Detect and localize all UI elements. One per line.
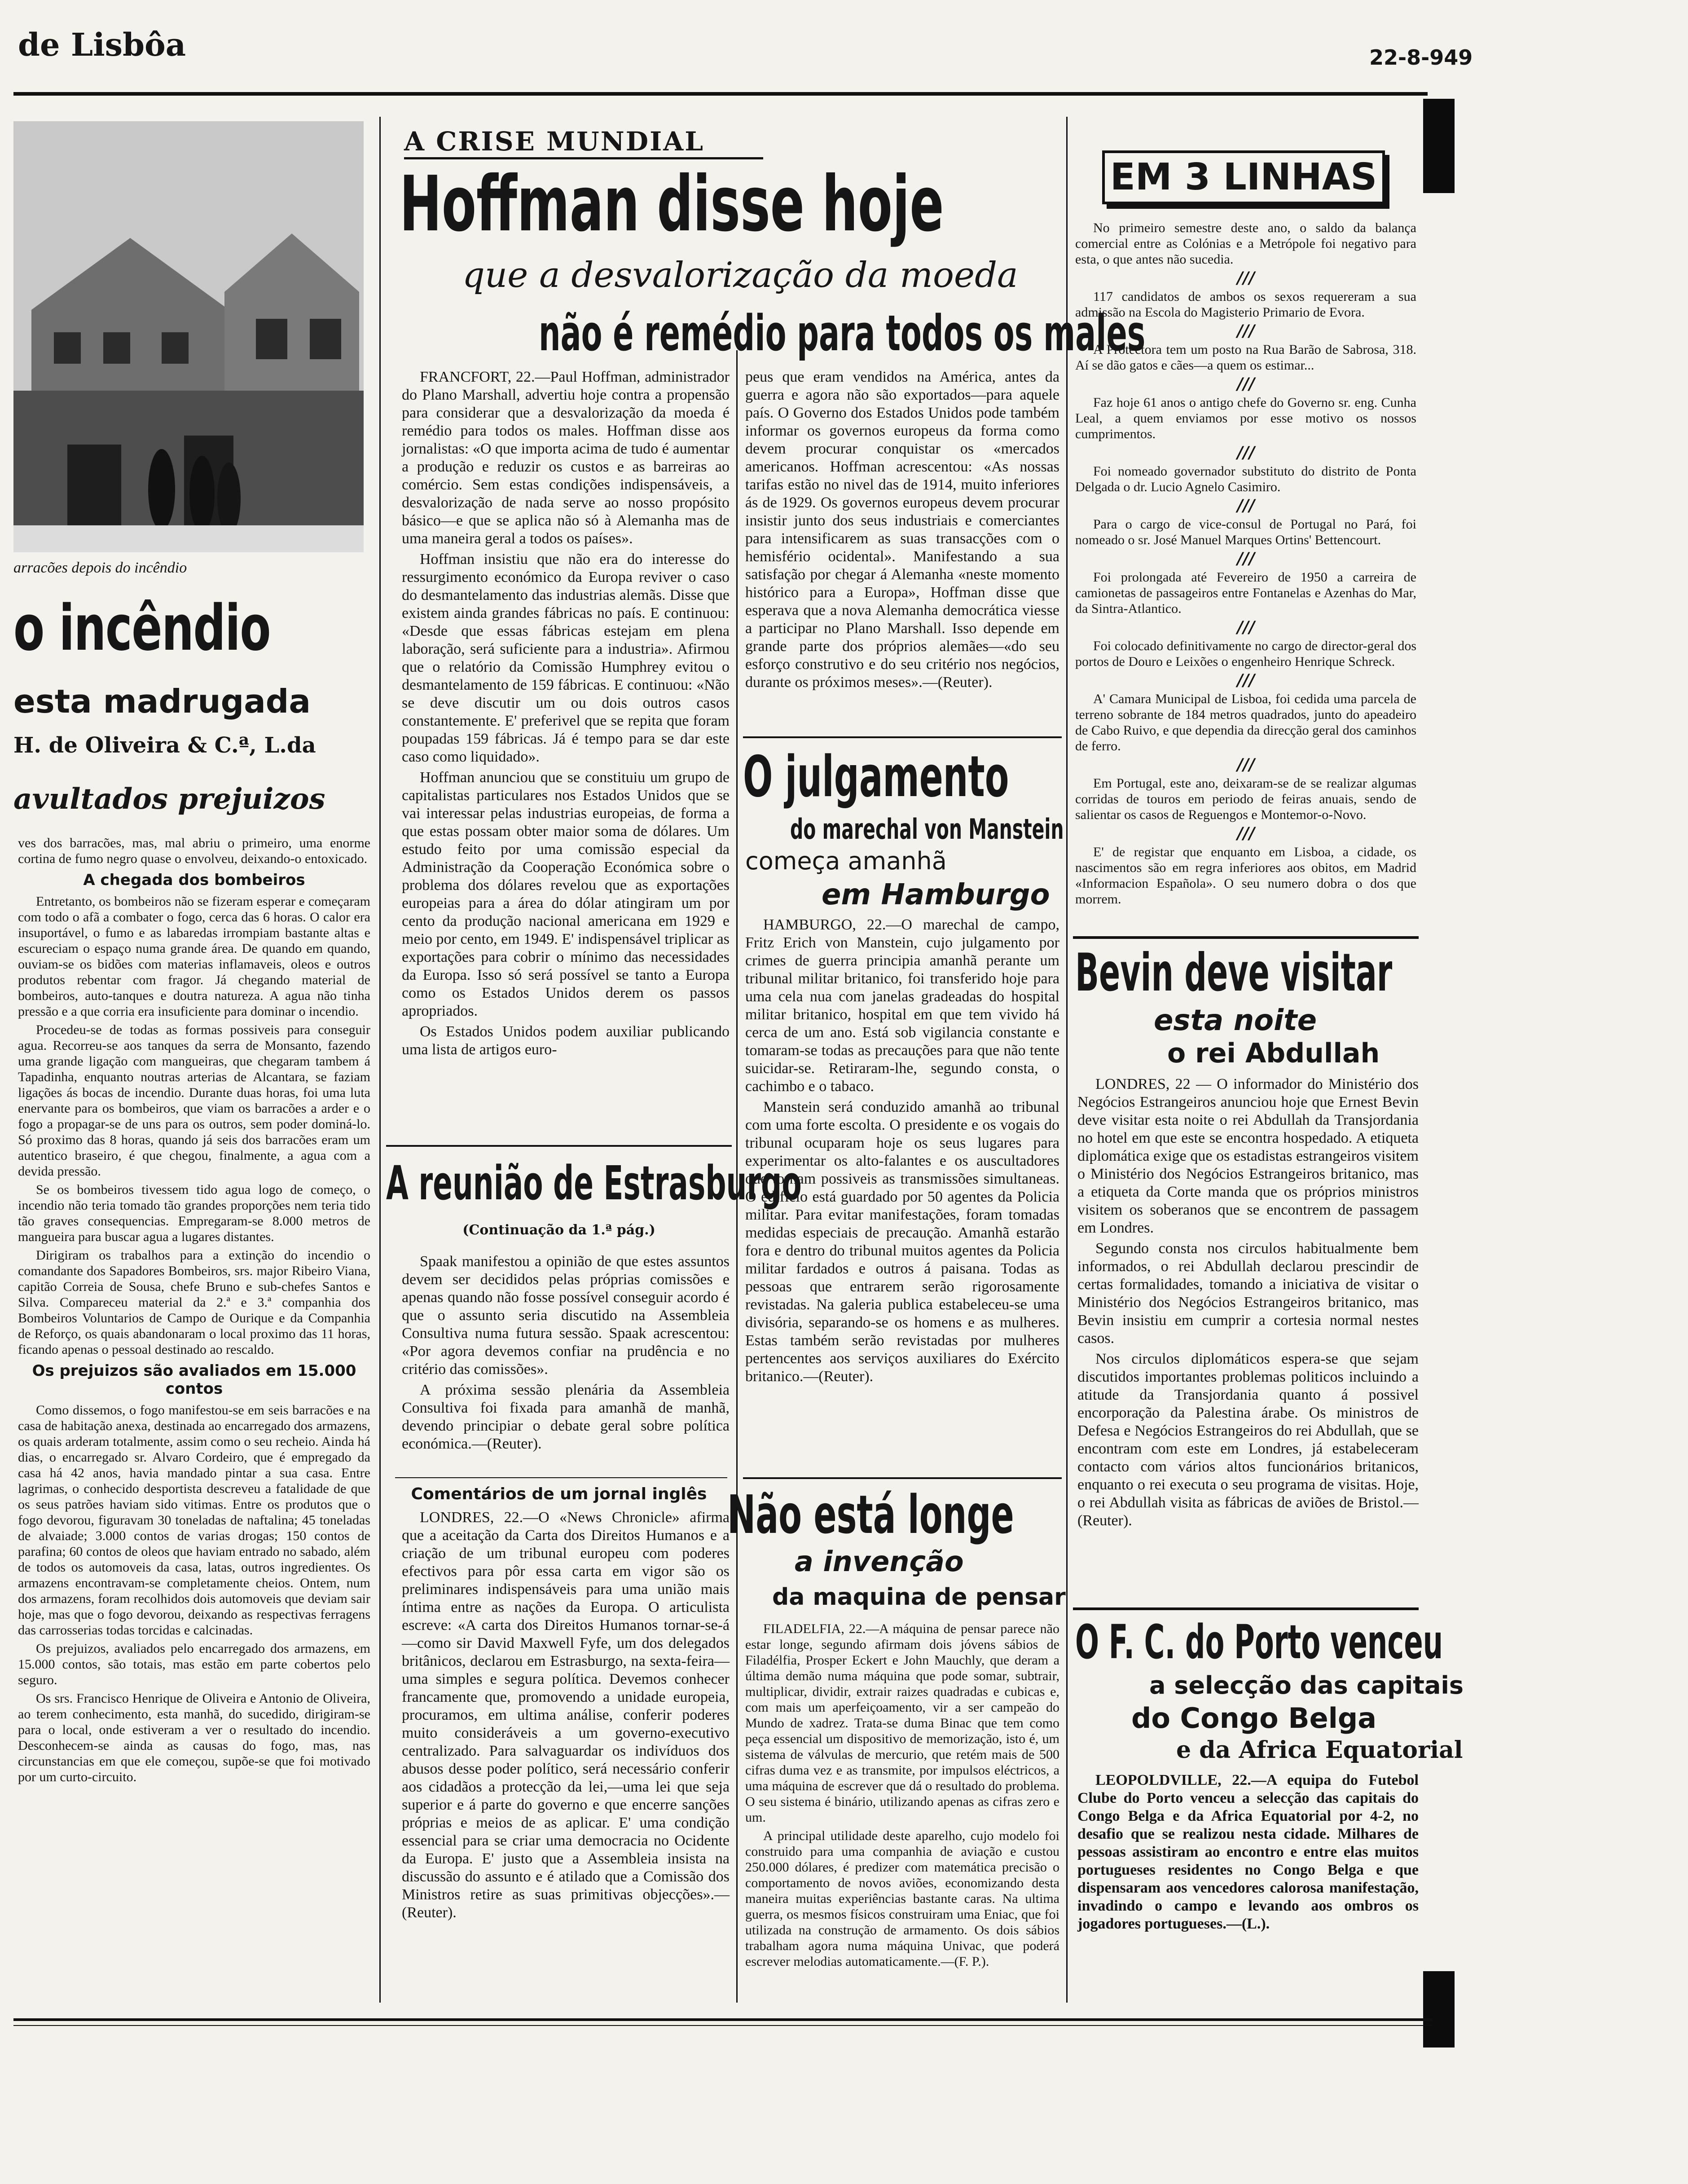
fire-subhead-2: H. de Oliveira & C.ª, L.da xyxy=(13,733,316,758)
estrasburgo-mid-rule xyxy=(395,1477,727,1478)
em3linhas-separator: /// xyxy=(1237,755,1255,774)
porto-para: LEOPOLDVILLE, 22.—A equipa do Futebol Clube do Porto venceu a selecção das capitais do Congo Belga e da Africa Equatorial por 4-2, no desafio que se realizou nesta cidade. Milhares de pessoas assistiram ao encontro e entre elas muitos portugueses residentes no Congo Belga e que dispensaram aos vencedores calorosa manifestação, invadindo o campo e levando aos ombros os jogadores portugueses.—(L.). xyxy=(1077,1772,1419,1932)
photo-caption: arracões depois do incêndio xyxy=(13,559,187,576)
fire-headline-box xyxy=(13,593,373,669)
em3linhas-title-box xyxy=(1102,150,1385,204)
em3linhas-separator: /// xyxy=(1237,269,1255,287)
hoffman-kicker: A CRISE MUNDIAL xyxy=(404,126,763,159)
estrasburgo-top-rule xyxy=(386,1145,732,1147)
em3linhas-separator: /// xyxy=(1237,549,1255,568)
comment-para: LONDRES, 22.—O «News Chronicle» afirma que a aceitação da Carta dos Direitos Humanos e a criação de um tribunal europeu com poderes efectivos para pôr essa carta em vigor são os preliminares indispensáveis para uma união mais íntima entre as nações da Europa. O articulista escreve: «A carta dos Direitos Humanos tornar-se-á—como sir David Maxwell Fyfe, um dos delegados britânicos, declarou em Estrasburgo, na sexta-feira—uma simples e segura política. Devemos conhecer francamente que, promovendo a unidade europeia, procuramos, em ultima análise, conferir poderes muito consideráveis a um governo-executivo centralizado. Para salvaguardar os indivíduos dos abusos desse poder político, será necessário conferir aos cidadãos a protecção da lei,—uma lei que seja superior e á parte do governo e que encerre sanções próprias e meios de as aplicar. E' uma condição essencial para se criar uma democracia no Ocidente da Europa. E' justo que a Assembleia insista na discussão do assunto e é atilado que a Comissão dos Ministros retire as suas primitivas objecções».—(Reuter). xyxy=(402,1509,730,1921)
issue-date: 22-8-949 xyxy=(1369,45,1473,70)
hoffman-para: peus que eram vendidos na América, antes da guerra e agora não são exportados—para aquele país. O Governo dos Estados Unidos pode também informar os governos europeus da forma como devem procurar conquistar os «mercados americanos. Hoffman acrescentou: «As nossas tarifas estão no nivel das de 1914, muito inferiores ás de 1929. Os governos europeus devem procurar insistir junto dos seus industriais e comerciantes para intensificarem as suas transacções com o hemisfério ocidental». Manifestando a sua satisfação por chegar á Alemanha «neste momento histórico para a Europa», Hoffman disse que esperava que a nova Alemanha democrática viesse a participar no Plano Marshall. Isso depende em grande parte dos próprios alemães—«do seu esforço construtivo e do seu critério nos negócios, durante os próximos meses».—(Reuter). xyxy=(745,369,1059,691)
porto-article xyxy=(1077,1771,1419,2014)
masthead-rule xyxy=(13,92,1428,96)
em3linhas-item: No primeiro semestre deste ano, o saldo da balança comercial entre as Colónias e a Metrópole foi negativo para esta, o que antes não sucedia. xyxy=(1075,220,1416,267)
hoffman-sub-1: que a desvalorização da moeda xyxy=(462,255,1018,295)
julgamento-sub-2: começa amanhã xyxy=(745,847,947,875)
bevin-sub-2: o rei Abdullah xyxy=(1167,1038,1380,1069)
fire-s2-para: Como dissemos, o fogo manifestou-se em seis barracões e na casa de habitação anexa, destinada ao encarregado dos armazens, os quais arderam totalmente, assim como o seu recheio. Ainda há dias, o encarregado sr. Alvaro Cordeiro, que é empregado da casa há 42 anos, havia mandado pintar a sua casa. Entre lagrimas, o conhecido desportista descreveu a fatalidade de que os seus patrões haviam sido vitimas. Entre os produtos que o fogo devorou, figuravam 30 toneladas de naftalina; 45 toneladas de alvaiade; 3.000 contos de varias drogas; 150 contos de parafina; 60 contos de oleos que haviam entrado no sabado, além de todos os automoveis da casa, latas, outros ingredientes. Os armazens encontravam-se completamente cheios. Ontem, num dos armazens, foram recolhidos dois automoveis que deviam sair hoje, mas que o fogo devorou, deixando as respectivas ferragens das carrosserias todas torcidas e calcinadas. xyxy=(18,1403,370,1638)
julgamento-para: Manstein será conduzido amanhã ao tribunal com uma forte escolta. O presidente e os vogais do tribunal ocuparam hoje os seus lugares para experimentar os alto-falantes e os auscultadores que tornam possiveis as transmissões simultaneas. O edificio está guardado por 50 agentes da Policia militar. Para evitar manifestações, foram tomadas medidas especiais de precaução. Amanhã estarão fora e dentro do tribunal muitos agentes da Policia militar fardados e outros á paisana. Todas as pessoas que entrarem serão rigorosamente revistadas. Na galeria publica estabeleceu-se uma divisória, separando-se os homens e as mulheres. Estas também serão revistadas por mulheres pertencentes aos serviços auxiliares do Exército britanico.—(Reuter). xyxy=(745,1099,1059,1385)
julgamento-bottom-rule xyxy=(743,1477,1062,1479)
fire-s1-para: Procedeu-se de todas as formas possiveis para conseguir agua. Recorreu-se aos tanques da serra de Monsanto, fazendo uma grande ligação com mangueiras, que chegaram tambem á Tapadinha, enquanto noutras arterias de Alcantara, se faziam ligações ás bocas de incendio. Durante duas horas, foi uma luta enervante para os bombeiros, que viam os barracões a arder e o fogo a propagar-se de uns para os outros, sem poder dominá-lo. Só proximo das 8 horas, quando já seis dos barracões eram um autentico braseiro, é que chegou, finalmente, a agua com a devida pressão. xyxy=(18,1022,370,1179)
bevin-bottom-rule xyxy=(1073,1607,1419,1610)
em3linhas-separator: /// xyxy=(1237,321,1255,340)
bevin-headline-box xyxy=(1075,943,1421,1006)
julgamento-sub-3: em Hamburgo xyxy=(822,878,1050,911)
bottom-rule-2 xyxy=(13,2025,1432,2026)
maquina-sub-2: da maquina de pensar xyxy=(772,1584,1066,1611)
porto-sub-1: a selecção das capitais xyxy=(1149,1671,1464,1700)
em3linhas-item: Foi prolongada até Fevereiro de 1950 a carreira de camionetas de passageiros entre Fontanelas e Azenhas do Mar, da Sintra-Atlantico. xyxy=(1075,570,1416,616)
bevin-article xyxy=(1077,1075,1419,1605)
maquina-headline-box xyxy=(727,1484,1064,1547)
fire-section2-title: Os prejuizos são avaliados em 15.000 contos xyxy=(32,1362,356,1398)
maquina-para: A principal utilidade deste aparelho, cujo modelo foi construido para uma companhia de aviação e custou 250.000 dólares, é predizer com matemática precisão o comportamento de novos aviões, economizando desta maneira muitas experiências bastante caras. Na ultima guerra, os mesmos físicos construiram uma Eniac, que foi utilizada na construção de armamento. Os dois sábios trabalham agora numa máquina Univac, que poderá escrever melodias automaticamente.—(F. P.). xyxy=(745,1828,1059,1969)
burned-warehouse-image xyxy=(13,121,364,552)
em3linhas-separator: /// xyxy=(1237,618,1255,637)
hoffman-col-1 xyxy=(402,368,730,1145)
em3linhas-item: Em Portugal, este ano, deixaram-se de se realizar algumas corridas de touros em periodo de feiras anuais, sendo de salientar os casos de Reguengos e Montemor-o-Novo. xyxy=(1075,776,1416,822)
em3linhas-item: Para o cargo de vice-consul de Portugal no Pará, foi nomeado o sr. José Manuel Marques Ortins' Bettencourt. xyxy=(1075,517,1416,547)
fire-section1-title: A chegada dos bombeiros xyxy=(83,871,305,889)
fire-subhead-3: avultados prejuizos xyxy=(13,782,325,816)
hoffman-col-2 xyxy=(745,368,1059,736)
porto-headline-box xyxy=(1075,1614,1443,1673)
em3linhas-item: E' de registar que enquanto em Lisboa, a cidade, os nascimentos são em regra inferiores aos obitos, em Madrid «Informacion Española». O seu numero dobra o dos que morrem. xyxy=(1075,845,1416,907)
porto-headline: O F. C. do Porto venceu xyxy=(1075,1615,1443,1669)
right-margin-block-top xyxy=(1423,99,1455,193)
em3linhas-item: Foi nomeado governador substituto do distrito de Ponta Delgada o dr. Lucio Agnelo Casimiro. xyxy=(1075,464,1416,494)
hoffman-headline: Hoffman disse hoje xyxy=(400,160,944,249)
fire-s2-para: Os srs. Francisco Henrique de Oliveira e Antonio de Oliveira, ao terem conhecimento, esta manhã, do sucedido, dirigiram-se para o local, onde estiveram a ver o resultado do incendio. Desconhecem-se ainda as causas do fogo, mas, nas circunstancias em que ele começou, supõe-se que foi motivado por um curto-circuito. xyxy=(18,1691,370,1784)
column-rule-1 xyxy=(379,117,381,2003)
newspaper-name: de Lisbôa xyxy=(18,26,186,63)
comment-article xyxy=(402,1509,730,2012)
porto-sub-3: e da Africa Equatorial xyxy=(1176,1736,1463,1764)
em3linhas-separator: /// xyxy=(1237,374,1255,393)
em3linhas-list xyxy=(1075,220,1416,965)
maquina-para: FILADELFIA, 22.—A máquina de pensar parece não estar longe, segundo afirmam dois jóvens sábios de Filadélfia, Prosper Eckert e John Mauchly, que deram a última demão numa máquina que pode somar, subtrair, multiplicar, dividir, extrair raizes quadradas e cubicas e, com mais um aperfeiçoamento, vir a ser campeão do Mundo de xadrez. Trata-se duma Binac que tem como peça essencial um dispositivo de memorização, isto é, um sistema de válvulas de mercurio, que retém mais de 500 cifras duma vez e as transmite, por impulsos eléctricos, a uma máquina de escrever que dá o resultado do problema. O seu sistema é binário, utilizando apenas as cifras zero e um. xyxy=(745,1621,1059,1825)
julgamento-headline-box xyxy=(743,743,1062,815)
masthead xyxy=(0,0,1580,90)
estrasburgo-para: Spaak manifestou a opinião de que estes assuntos devem ser decididos pelas próprias comissões e apenas quando não fosse possível conseguir acordo é que o assunto seria discutido na Assembleia Consultiva numa futura sessão. Spaak acrescentou: «Por agora devemos confiar na prudência e no critério das comissões». xyxy=(402,1253,730,1378)
estrasburgo-headline: A reunião de Estrasburgo xyxy=(386,1156,802,1211)
em3linhas-separator: /// xyxy=(1237,824,1255,843)
hoffman-para: FRANCFORT, 22.—Paul Hoffman, administrador do Plano Marshall, advertiu hoje contra a propensão para considerar que a desvalorização da moeda é remédio para todos os males. Hoffman disse aos jornalistas: «O que importa acima de tudo é aumentar a produção e reduzir os custos e as barreiras ao comércio. Sem estas condições indispensáveis, a desvalorização de nada serve ao nosso propósito básico—e que se aplica não só à Alemanha mas de uma maneira geral a todos os países». xyxy=(402,369,730,547)
hoffman-sub-2: não é remédio para todos os males xyxy=(539,304,1146,362)
estrasburgo-article xyxy=(402,1253,730,1486)
maquina-article xyxy=(745,1621,1059,2012)
maquina-headline: Não está longe xyxy=(727,1484,1014,1546)
bevin-headline: Bevin deve visitar xyxy=(1075,942,1393,1003)
maquina-sub-1: a invenção xyxy=(795,1545,964,1578)
em3linhas-title: EM 3 LINHAS xyxy=(1110,156,1377,198)
hoffman-headline-box xyxy=(400,162,983,251)
em3linhas-separator: /// xyxy=(1237,443,1255,462)
fire-headline: o incêndio xyxy=(13,592,271,665)
estrasburgo-continuation: (Continuação da 1.ª pág.) xyxy=(462,1222,655,1238)
fire-intro: ves dos barracões, mas, mal abriu o primeiro, uma enorme cortina de fumo negro quase o envolveu, deixando-o entoxicado. xyxy=(18,836,370,866)
porto-sub-2: do Congo Belga xyxy=(1131,1702,1377,1735)
em3linhas-item: A Protectora tem um posto na Rua Barão de Sabrosa, 318. Aí se dão gatos e cães—a quem os estimar... xyxy=(1075,342,1416,373)
fire-subhead-1: esta madrugada xyxy=(13,682,311,720)
comment-title: Comentários de um jornal inglês xyxy=(411,1485,707,1503)
fire-s1-para: Entretanto, os bombeiros não se fizeram esperar e começaram com todo o afã a combater o fogo, cerca das 6 horas. O calor era insuportável, o fumo e as labaredas irrompiam bastante altas e escureciam o espaço numa grande área. De quando em quando, ouviam-se os bidões com materias inflamaveis, oleos e outros produtos rebentar com fragor. Já chegando material de bombeiros, auto-tanques e doutra natureza. A agua não tinha pressão e a que corria era insuficiente para dominar o incendio. xyxy=(18,894,370,1019)
em3linhas-item: A' Camara Municipal de Lisboa, foi cedida uma parcela de terreno sobrante de 184 metros quadrados, junto do apeadeiro de Cabo Ruivo, e que dependia da direcção geral dos caminhos de ferro. xyxy=(1075,691,1416,753)
estrasburgo-headline-box xyxy=(386,1154,802,1217)
hoffman-bottom-rule xyxy=(743,736,1062,738)
bevin-para: Nos circulos diplomáticos espera-se que sejam discutidos importantes problemas politicos incluindo a atitude da Transjordania quanto á possivel encorporação da Palestina árabe. Os ministros de Defesa e Negócios Estrangeiros do rei Abdullah, que se encontram com este em Londres, já estabeleceram contacto com vários altos funcionários britanicos, enquanto o rei executa o seu programa de visitas. Hoje, o rei Abdullah visita as fábricas de aviões de Bristol.—(Reuter). xyxy=(1077,1351,1419,1529)
julgamento-para: HAMBURGO, 22.—O marechal de campo, Fritz Erich von Manstein, cujo julgamento por crimes de guerra principia amanhã perante um tribunal militar britanico, foi transferido hoje para uma cela nua com janelas gradeadas do hospital militar britanico, hospital em que tem vivido há cerca de um ano. Está sob vigilancia constante e tomaram-se todas as precauções para que não tente suicidar-se. Retiraram-lhe, segundo consta, o cachimbo e o tabaco. xyxy=(745,916,1059,1095)
julgamento-sub-1: do marechal von Manstein xyxy=(790,813,1064,845)
em3linhas-item: Faz hoje 61 anos o antigo chefe do Governo sr. eng. Cunha Leal, a quem enviamos por esse motivo os nossos cumprimentos. xyxy=(1075,395,1416,441)
bevin-sub-1: esta noite xyxy=(1154,1004,1317,1037)
estrasburgo-para: A próxima sessão plenária da Assembleia Consultiva foi fixada para amanhã de manhã, devendo principiar o debate geral sobre política económica.—(Reuter). xyxy=(402,1382,730,1452)
bevin-para: LONDRES, 22 — O informador do Ministério dos Negócios Estrangeiros anunciou hoje que Ernest Bevin deve visitar esta noite o rei Abdullah da Transjordania no hotel em que este se encontra hospedado. A etiqueta diplomática exige que os estadistas estrangeiros visitem o Ministério dos Negócios Estrangeiros britanico, mas a etiqueta da Corte manda que os próprios ministros visitem os soberanos que se encontrem de passagem em Londres. xyxy=(1077,1076,1419,1236)
em3linhas-item: 117 candidatos de ambos os sexos requereram a sua admissão na Escola do Magisterio Primario de Evora. xyxy=(1075,289,1416,320)
fire-s2-para: Os prejuizos, avaliados pelo encarregado dos armazens, em 15.000 contos, são totais, mas estão em parte cobertos pelo seguro. xyxy=(18,1641,370,1687)
hoffman-sub-2-box xyxy=(539,304,1146,364)
fire-s1-para: Se os bombeiros tivessem tido agua logo de começo, o incendio não teria tomado tão grandes proporções nem teria tido tão graves consequencias. Empregaram-se 8.000 metros de mangueira para buscar agua a lugares distantes. xyxy=(18,1182,370,1244)
julgamento-headline: O julgamento xyxy=(743,744,1009,810)
fire-s1-para: Dirigiram os trabalhos para a extinção do incendio o comandante dos Sapadores Bombeiros, srs. major Ribeiro Viana, capitão Correia de Sousa, chefe Bruno e sub-chefes Santos e Silva. Compareceu material da 2.ª e 3.ª companhia dos Bombeiros Voluntarios de Campo de Ourique e da Companhia de Reforço, os quais abandonaram o local proximo das 11 horas, ficando apenas o pessoal destinado ao rescaldo. xyxy=(18,1248,370,1357)
em3linhas-separator: /// xyxy=(1237,496,1255,515)
fire-photo xyxy=(13,121,364,552)
em3linhas-separator: /// xyxy=(1237,671,1255,690)
column-rule-3 xyxy=(1066,117,1068,2003)
hoffman-para: Hoffman insistiu que não era do interesse do ressurgimento económico da Europa reviver o caso do desmantelamento das industrias alemãs. Disse que existem ainda grandes fábricas no país. E continuou: «Desde que essas fábricas estejam em plena laboração, será suficiente para a industria». Afirmou que o relatório da Comissão Humphrey evitou o desmantelamento de 159 fábricas. E continuou: «Não se deve discutir um ou dois outros casos constantemente. E' preferivel que se repita que foram poupadas 159 fábricas. Já é tempo para se dar este caso como liquidado». xyxy=(402,551,730,765)
fire-article xyxy=(18,835,370,2012)
em3linhas-bottom-rule xyxy=(1073,936,1419,939)
bevin-para: Segundo consta nos circulos habitualmente bem informados, o rei Abdullah declarou prescindir de certas formalidades, tomando a iniciativa de visitar o Ministério dos Negócios Estrangeiros britanico, mas Bevin insistiu em cumprir a cortesia normal nestes casos. xyxy=(1077,1240,1419,1347)
right-margin-block-bottom xyxy=(1423,1971,1455,2048)
em3linhas-item: Foi colocado definitivamente no cargo de director-geral dos portos de Douro e Leixões o engenheiro Henrique Schreck. xyxy=(1075,638,1416,669)
hoffman-para: Os Estados Unidos podem auxiliar publicando uma lista de artigos euro- xyxy=(402,1023,730,1058)
julgamento-article xyxy=(745,916,1059,1473)
bottom-rule xyxy=(13,2018,1432,2021)
hoffman-para: Hoffman anunciou que se constituiu um grupo de capitalistas particulares nos Estados Unidos que se vai interessar pelas industrias europeias, de forma a que estas possam obter maior soma de dólares. Um estudo feito por uma comissão especial da Administração da Cooperação Económica sobre o problema dos dólares revelou que as exportações europeias para a área do dólar atingiram um por cento da produção nacional americana em 1929 e meio por cento, em 1949. E' indispensável triplicar as exportações para cobrir o mínimo das necessidades da Europa. Isso só será possível se tanto a Europa como os Estados Unidos derem os passos apropriados. xyxy=(402,769,730,1019)
julgamento-sub-1-box xyxy=(790,813,1062,849)
